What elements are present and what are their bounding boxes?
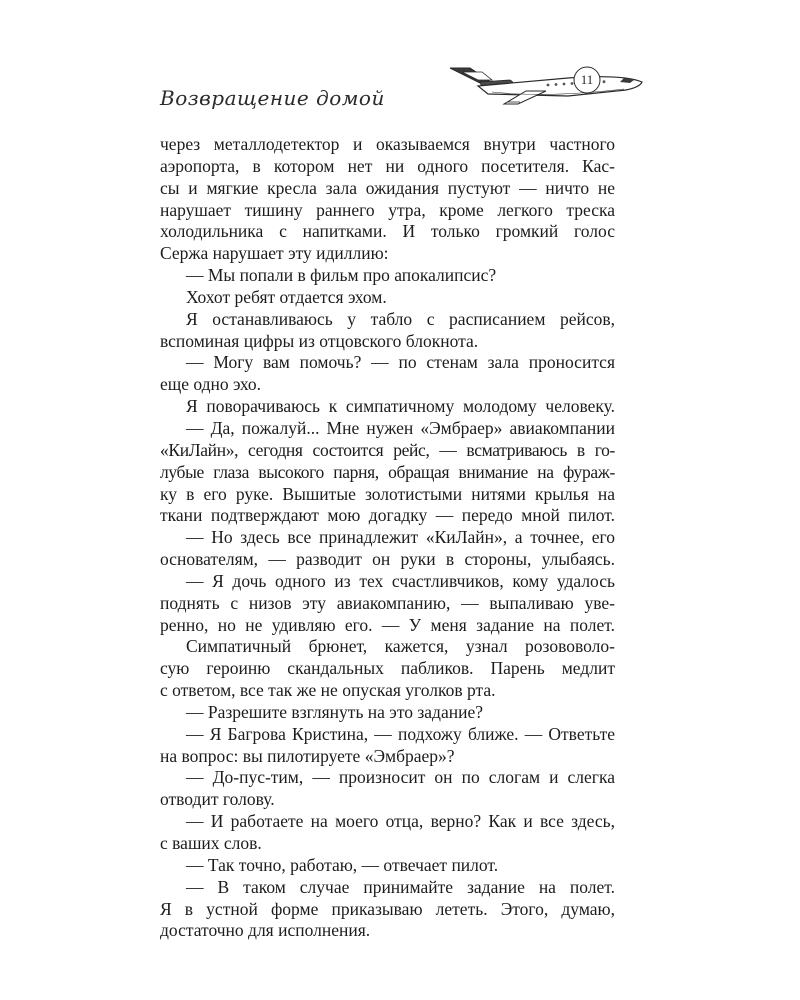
text-line: нарушает тишину раннего утра, кроме легкого треска	[160, 199, 615, 220]
text-line: ренно, но не удивляю его. — У меня задание на полет.	[160, 614, 615, 635]
text-line: достаточно для исполнения.	[160, 920, 371, 941]
text-line: ку в его руке. Вышитые золотистыми нитями крылья на	[160, 483, 615, 504]
text-line: — Могу вам помочь? — по стенам зала проносится	[186, 352, 615, 373]
text-line: ткани подтверждают мою догадку — передо мной пилот.	[160, 505, 615, 526]
text-line: с ваших слов.	[160, 833, 262, 853]
body-text	[160, 134, 615, 942]
text-line: Хохот ребят отдается эхом.	[186, 286, 387, 307]
text-line: — Так точно, работаю, — отвечает пилот.	[186, 854, 499, 875]
text-line: поднять с низов эту авиакомпанию, — выпаливаю уве-	[160, 592, 615, 613]
text-line: основателям, — разводит он руки в стороны, улыбаясь.	[160, 549, 615, 570]
text-line: Я в устной форме приказываю лететь. Этого, думаю,	[160, 898, 615, 919]
text-line: «КиЛайн», сегодня состоится рейс, — всматриваюсь в го-	[160, 439, 615, 460]
page-header	[0, 0, 800, 130]
text-line: Сержа нарушает эту идиллию:	[160, 243, 389, 264]
airplane-icon	[448, 58, 648, 108]
text-line: — Разрешите взглянуть на это задание?	[186, 701, 483, 722]
text-line: Симпатичный брюнет, кажется, узнал розововоло-	[186, 636, 615, 657]
text-line: Я останавливаюсь у табло с расписанием рейсов,	[186, 308, 615, 329]
page-number: 11	[580, 72, 594, 87]
text-line: аэропорта, в котором нет ни одного посетителя. Кас-	[160, 155, 615, 176]
text-line: — Но здесь все принадлежит «КиЛайн», а точнее, его	[186, 527, 615, 548]
text-line: — Я дочь одного из тех счастливчиков, кому удалось	[186, 570, 615, 591]
text-line: — В таком случае принимайте задание на полет.	[186, 876, 615, 897]
text-line: еще одно эхо.	[160, 374, 262, 395]
running-title: Возвращение домой	[160, 86, 385, 110]
text-line: лубые глаза высокого парня, обращая внимание на фураж-	[160, 461, 615, 482]
text-line: через металлодетектор и оказываемся внутри частного	[160, 134, 615, 154]
text-line: — Мы попали в фильм про апокалипсис?	[186, 265, 497, 286]
text-line: с ответом, все так же не опуская уголков рта.	[160, 680, 496, 701]
text-line: отводит голову.	[160, 789, 275, 810]
text-line: — Я Багрова Кристина, — подхожу ближе. — Ответьте	[186, 723, 615, 744]
text-line: Я поворачиваюсь к симпатичному молодому человеку.	[186, 396, 615, 417]
text-line: сы и мягкие кресла зала ожидания пустуют — ничто не	[160, 177, 615, 198]
text-line: холодильника с напитками. И только громкий голос	[160, 221, 615, 242]
text-line: вспоминая цифры из отцовского блокнота.	[160, 330, 479, 351]
text-line: — И работаете на моего отца, верно? Как и все здесь,	[186, 811, 615, 832]
text-line: сую героиню скандальных пабликов. Парень медлит	[160, 658, 615, 679]
text-line: — Да, пожалуй... Мне нужен «Эмбраер» авиакомпании	[186, 417, 615, 438]
text-line: на вопрос: вы пилотируете «Эмбраер»?	[160, 745, 455, 766]
text-line: — До-пус-тим, — произносит он по слогам и слегка	[186, 767, 615, 788]
